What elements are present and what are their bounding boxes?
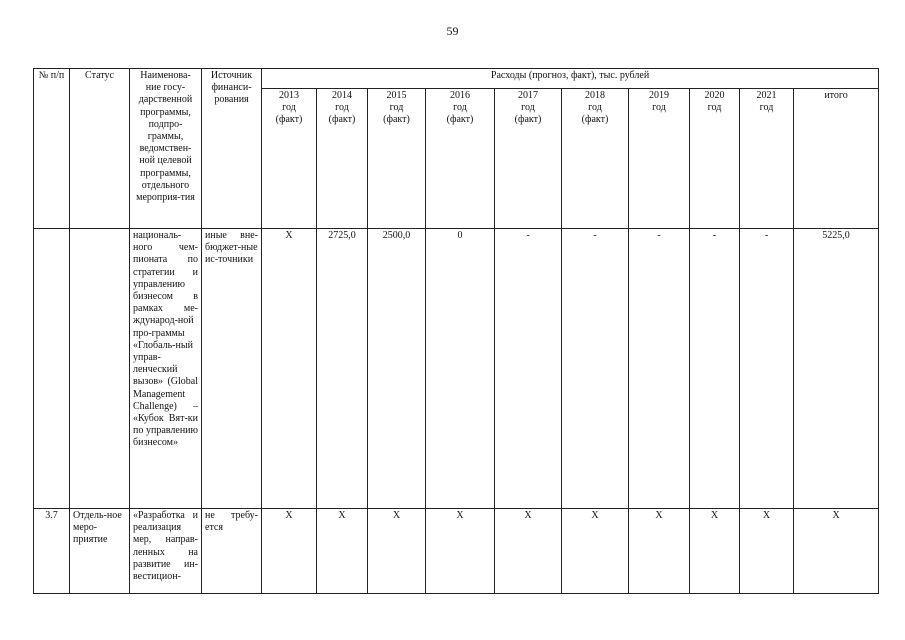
row-num: 3.7 — [34, 509, 70, 594]
row-source: не требу-ется — [202, 509, 262, 594]
page-number: 59 — [446, 24, 459, 38]
year-2018-header: 2018 год (факт) — [562, 89, 629, 229]
value-2015: 2500,0 — [368, 229, 426, 509]
header-source: Источник финанси-рования — [202, 69, 262, 229]
header-status: Статус — [70, 69, 130, 229]
value-2016: 0 — [426, 229, 495, 509]
value-2017: - — [495, 229, 562, 509]
row-source: иные вне-бюджет-ные ис-точники — [202, 229, 262, 509]
value-2018: - — [562, 229, 629, 509]
value-2013: Х — [262, 509, 317, 594]
value-2017: Х — [495, 509, 562, 594]
value-2020: - — [690, 229, 740, 509]
value-total: 5225,0 — [794, 229, 879, 509]
year-2015-header: 2015 год (факт) — [368, 89, 426, 229]
row-name: националь-ного чем-пионата по стратегии и управлению бизнесом в рамках ме-ждународ-ной про-граммы «Глобаль-ный управ-ленческий вызов» (Global Management Challenge) – «Кубок Вят-ки по управлению бизнесом» — [130, 229, 202, 509]
row-status: Отдель-ное меро-приятие — [70, 509, 130, 594]
row-num — [34, 229, 70, 509]
budget-table — [33, 68, 879, 594]
row-status — [70, 229, 130, 509]
header-expenses: Расходы (прогноз, факт), тыс. рублей — [262, 69, 879, 89]
value-2015: Х — [368, 509, 426, 594]
value-2020: Х — [690, 509, 740, 594]
total-header: итого — [794, 89, 879, 229]
value-2014: Х — [317, 509, 368, 594]
value-2016: Х — [426, 509, 495, 594]
value-2019: Х — [629, 509, 690, 594]
year-2017-header: 2017 год (факт) — [495, 89, 562, 229]
value-2021: - — [740, 229, 794, 509]
value-2014: 2725,0 — [317, 229, 368, 509]
table-row — [34, 509, 879, 594]
value-2013: Х — [262, 229, 317, 509]
year-2016-header: 2016 год (факт) — [426, 89, 495, 229]
row-name: «Разработка и реализация мер, направ-ленных на развитие ин-вестицион- — [130, 509, 202, 594]
table-row — [34, 229, 879, 509]
value-2021: Х — [740, 509, 794, 594]
year-2013-header: 2013 год (факт) — [262, 89, 317, 229]
value-total: Х — [794, 509, 879, 594]
value-2019: - — [629, 229, 690, 509]
year-2019-header: 2019 год — [629, 89, 690, 229]
header-num: № п/п — [34, 69, 70, 229]
year-2021-header: 2021 год — [740, 89, 794, 229]
year-2014-header: 2014 год (факт) — [317, 89, 368, 229]
year-2020-header: 2020 год — [690, 89, 740, 229]
header-name: Наименова-ние госу-дарственной программы, подпро-граммы, ведомствен-ной целевой программы, отдельного мероприя-тия — [130, 69, 202, 229]
header-row — [34, 69, 879, 89]
value-2018: Х — [562, 509, 629, 594]
